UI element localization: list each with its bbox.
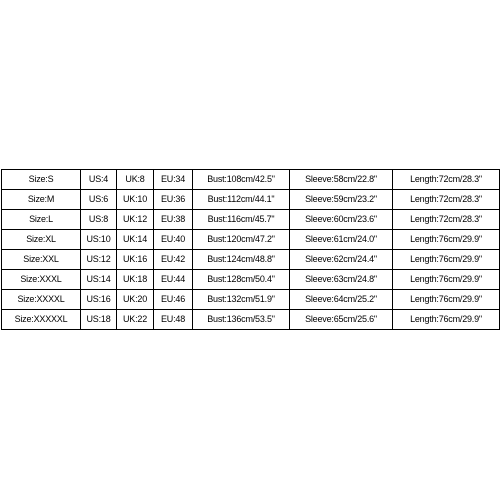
sleeve-cell: Sleeve:60cm/23.6" (290, 210, 393, 230)
bust-cell: Bust:124cm/48.8" (193, 250, 290, 270)
us-size-cell: US:4 (81, 170, 117, 190)
uk-size-cell: UK:20 (117, 290, 154, 310)
uk-size-cell: UK:12 (117, 210, 154, 230)
bust-cell: Bust:136cm/53.5" (193, 310, 290, 330)
length-cell: Length:72cm/28.3" (393, 210, 500, 230)
uk-size-cell: UK:14 (117, 230, 154, 250)
eu-size-cell: EU:36 (154, 190, 193, 210)
sleeve-cell: Sleeve:58cm/22.8" (290, 170, 393, 190)
us-size-cell: US:10 (81, 230, 117, 250)
us-size-cell: US:6 (81, 190, 117, 210)
uk-size-cell: UK:16 (117, 250, 154, 270)
size-cell: Size:XL (2, 230, 81, 250)
eu-size-cell: EU:34 (154, 170, 193, 190)
us-size-cell: US:14 (81, 270, 117, 290)
sleeve-cell: Sleeve:63cm/24.8" (290, 270, 393, 290)
bust-cell: Bust:116cm/45.7" (193, 210, 290, 230)
us-size-cell: US:18 (81, 310, 117, 330)
eu-size-cell: EU:42 (154, 250, 193, 270)
bust-cell: Bust:112cm/44.1" (193, 190, 290, 210)
uk-size-cell: UK:22 (117, 310, 154, 330)
table-row (2, 210, 500, 230)
eu-size-cell: EU:48 (154, 310, 193, 330)
bust-cell: Bust:108cm/42.5" (193, 170, 290, 190)
eu-size-cell: EU:40 (154, 230, 193, 250)
size-cell: Size:XXL (2, 250, 81, 270)
us-size-cell: US:16 (81, 290, 117, 310)
size-cell: Size:S (2, 170, 81, 190)
table-row (2, 310, 500, 330)
bust-cell: Bust:132cm/51.9" (193, 290, 290, 310)
us-size-cell: US:12 (81, 250, 117, 270)
size-cell: Size:L (2, 210, 81, 230)
us-size-cell: US:8 (81, 210, 117, 230)
table-row (2, 170, 500, 190)
table-row (2, 190, 500, 210)
bust-cell: Bust:128cm/50.4" (193, 270, 290, 290)
sleeve-cell: Sleeve:61cm/24.0" (290, 230, 393, 250)
eu-size-cell: EU:38 (154, 210, 193, 230)
uk-size-cell: UK:18 (117, 270, 154, 290)
uk-size-cell: UK:8 (117, 170, 154, 190)
length-cell: Length:76cm/29.9" (393, 270, 500, 290)
bust-cell: Bust:120cm/47.2" (193, 230, 290, 250)
table-row (2, 270, 500, 290)
uk-size-cell: UK:10 (117, 190, 154, 210)
length-cell: Length:72cm/28.3" (393, 170, 500, 190)
sleeve-cell: Sleeve:64cm/25.2" (290, 290, 393, 310)
table-row (2, 290, 500, 310)
length-cell: Length:72cm/28.3" (393, 190, 500, 210)
length-cell: Length:76cm/29.9" (393, 250, 500, 270)
length-cell: Length:76cm/29.9" (393, 230, 500, 250)
table-row (2, 230, 500, 250)
size-cell: Size:XXXXXL (2, 310, 81, 330)
length-cell: Length:76cm/29.9" (393, 310, 500, 330)
sleeve-cell: Sleeve:65cm/25.6" (290, 310, 393, 330)
size-chart-table (1, 169, 500, 330)
sleeve-cell: Sleeve:62cm/24.4" (290, 250, 393, 270)
size-cell: Size:XXXL (2, 270, 81, 290)
sleeve-cell: Sleeve:59cm/23.2" (290, 190, 393, 210)
eu-size-cell: EU:46 (154, 290, 193, 310)
size-cell: Size:M (2, 190, 81, 210)
eu-size-cell: EU:44 (154, 270, 193, 290)
size-cell: Size:XXXXL (2, 290, 81, 310)
length-cell: Length:76cm/29.9" (393, 290, 500, 310)
table-row (2, 250, 500, 270)
